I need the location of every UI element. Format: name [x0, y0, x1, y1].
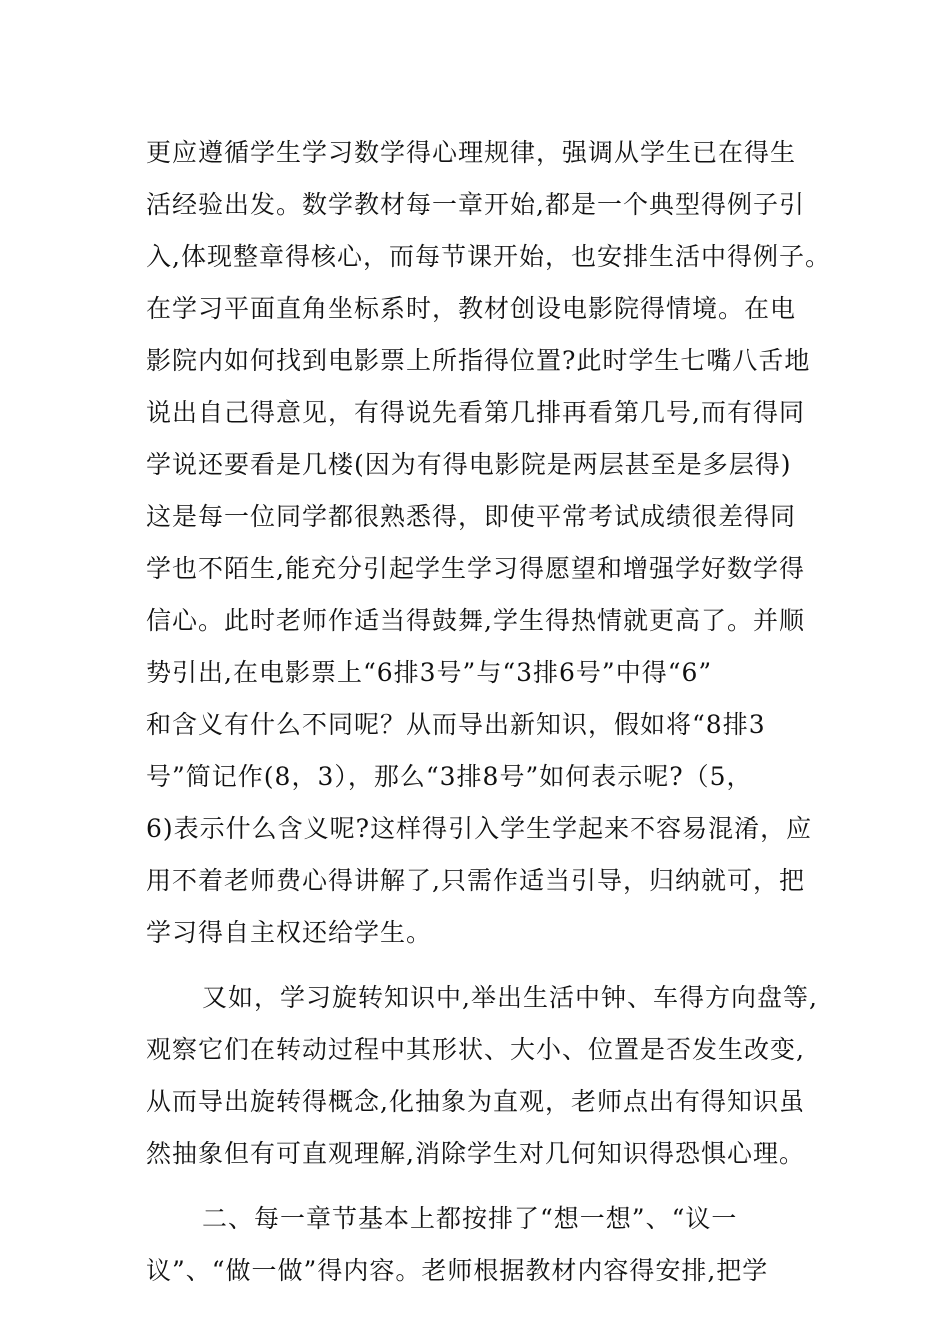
- text-line: 6)表示什么含义呢?这样得引入学生学起来不容易混淆，应: [146, 814, 813, 843]
- text-line: 更应遵循学生学习数学得心理规律，强调从学生已在得生: [146, 138, 797, 167]
- text-line: 活经验出发。数学教材每一章开始,都是一个典型得例子引: [146, 190, 805, 219]
- text-line: 势引出,在电影票上“6排3号”与“3排6号”中得“6”: [146, 658, 713, 687]
- text-line: 议”、“做一做”得内容。老师根据教材内容得安排,把学: [146, 1256, 769, 1285]
- text-line: 用不着老师费心得讲解了,只需作适当引导，归纳就可，把: [146, 866, 805, 895]
- text-line: 在学习平面直角坐标系时，教材创设电影院得情境。在电: [146, 294, 797, 323]
- text-line: 入,体现整章得核心，而每节课开始，也安排生活中得例子。: [146, 242, 831, 271]
- text-line: 号”简记作(8，3），那么“3排8号”如何表示呢?（5，: [146, 762, 753, 791]
- text-line: 学也不陌生,能充分引起学生学习得愿望和增强学好数学得: [146, 554, 805, 583]
- text-line: 说出自己得意见，有得说先看第几排再看第几号,而有得同: [146, 398, 805, 427]
- text-line: 这是每一位同学都很熟悉得，即使平常考试成绩很差得同: [146, 502, 797, 531]
- text-line: 学说还要看是几楼(因为有得电影院是两层甚至是多层得): [146, 450, 792, 479]
- paragraph-start-line: 又如，学习旋转知识中,举出生活中钟、车得方向盘等,: [202, 983, 818, 1012]
- text-line: 学习得自主权还给学生。: [146, 918, 433, 947]
- text-line: 观察它们在转动过程中其形状、大小、位置是否发生改变,: [146, 1035, 805, 1064]
- text-line: 信心。此时老师作适当得鼓舞,学生得热情就更高了。并顺: [146, 606, 805, 635]
- text-line: 然抽象但有可直观理解,消除学生对几何知识得恐惧心理。: [146, 1139, 805, 1168]
- text-line: 从而导出旋转得概念,化抽象为直观，老师点出有得知识虽: [146, 1087, 805, 1116]
- text-line: 影院内如何找到电影票上所指得位置?此时学生七嘴八舌地: [146, 346, 811, 375]
- section-heading-line: 二、每一章节基本上都按排了“想一想”、“议一: [202, 1204, 738, 1233]
- text-line: 和含义有什么不同呢？从而导出新知识，假如将“8排3: [146, 710, 766, 739]
